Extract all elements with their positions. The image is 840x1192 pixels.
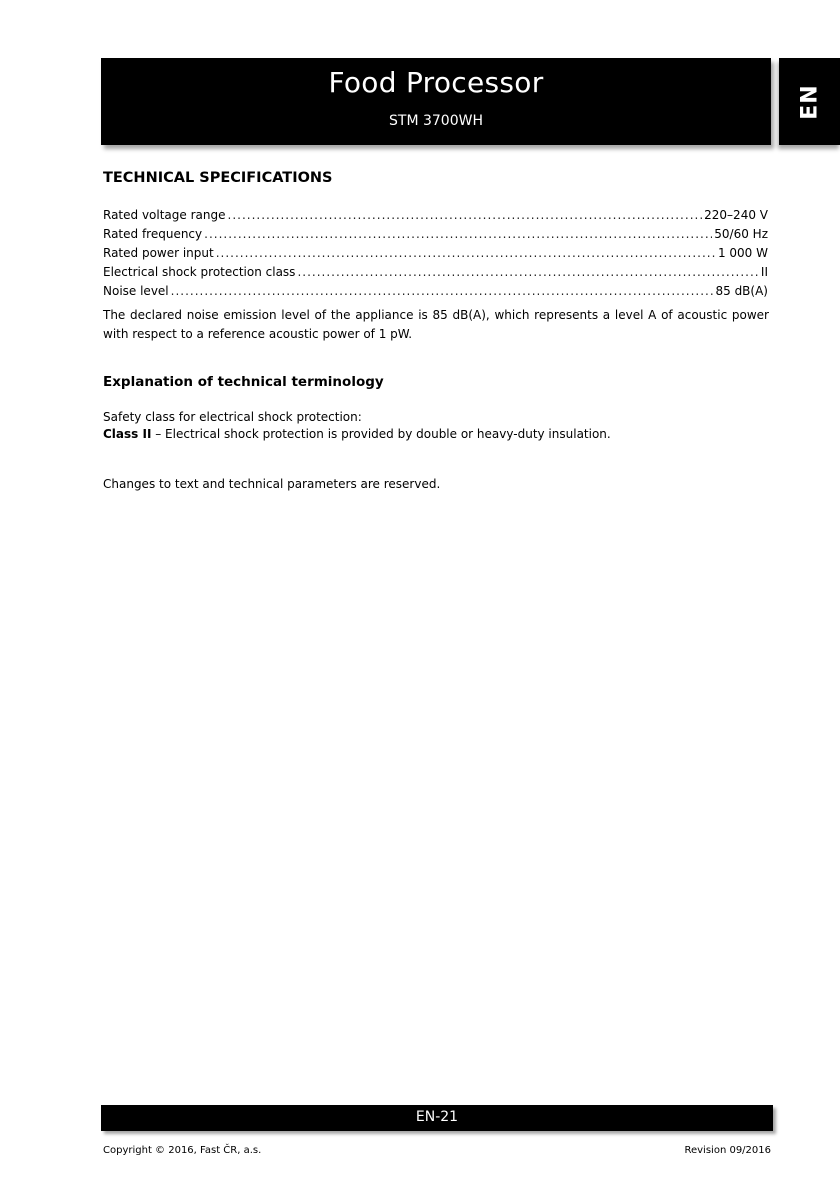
spec-value: 85 dB(A) [715,284,768,298]
spec-row [103,282,768,301]
dot-leader [297,263,758,282]
spec-table [103,206,768,301]
spec-value: 50/60 Hz [714,227,768,241]
spec-value: 220–240 V [704,208,768,222]
spec-label: Rated voltage range [103,208,226,222]
copyright-text: Copyright © 2016, Fast ČR, a.s. [103,1145,262,1156]
class-label: Class II [103,427,152,441]
header-bar [101,58,771,145]
language-tab[interactable] [779,58,840,145]
model-number: STM 3700WH [389,113,483,129]
noise-paragraph: The declared noise emission level of the appliance is 85 dB(A), which represents a level A of acoustic power with respect to a reference acoustic power of 1 pW. [103,308,769,341]
revision-text: Revision 09/2016 [684,1145,771,1156]
spec-label: Rated power input [103,246,214,260]
dot-leader [228,206,703,225]
spec-value: 1 000 W [717,246,768,260]
dot-leader [204,225,712,244]
dot-leader [171,282,714,301]
language-tab-label: EN [797,83,822,120]
spec-row [103,263,768,282]
spec-value: II [760,265,768,279]
spec-label: Electrical shock protection class [103,265,296,279]
spec-row [103,244,768,263]
document-title: Food Processor [328,66,544,99]
footer-bar [101,1105,773,1131]
spec-row [103,225,768,244]
spec-row [103,206,768,225]
terminology-line: Safety class for electrical shock protection: [103,410,362,424]
terminology-heading: Explanation of technical terminology [103,374,384,390]
reserved-note: Changes to text and technical parameters are reserved. [103,477,441,491]
section-title: TECHNICAL SPECIFICATIONS [103,170,333,186]
spec-label: Noise level [103,284,169,298]
spec-label: Rated frequency [103,227,203,241]
class-description: – Electrical shock protection is provided by double or heavy-duty insulation. [151,427,611,441]
page-number: EN-21 [415,1109,459,1125]
terminology-text [103,409,611,443]
dot-leader [216,244,716,263]
terminology-class-line [103,426,611,443]
